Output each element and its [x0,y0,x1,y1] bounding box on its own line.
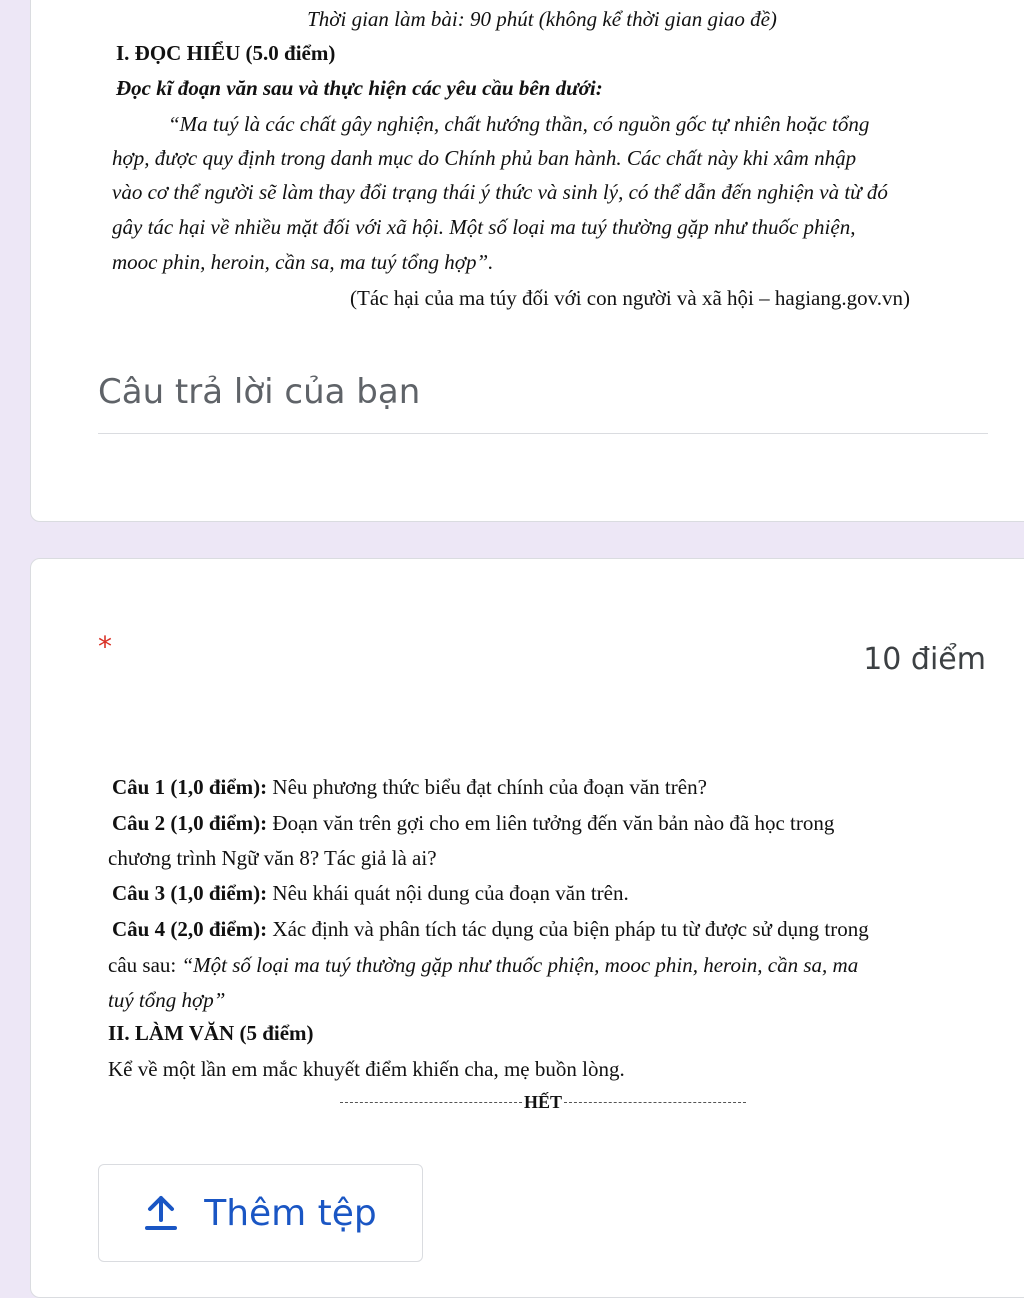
required-asterisk: * [98,630,112,663]
essay-prompt: Kể về một lần em mắc khuyết điểm khiến cha, mẹ buồn lòng. [108,1057,625,1081]
add-file-label: Thêm tệp [204,1192,377,1234]
question-2-line-2: chương trình Ngữ văn 8? Tác giả là ai? [108,846,437,870]
end-marker [340,1092,746,1113]
passage-line-2: hợp, được quy định trong danh mục do Chính phủ ban hành. Các chất này khi xâm nhập [112,146,857,170]
question-1-label: Câu 1 (1,0 điểm): [112,775,268,799]
question-4-quote: “Một số loại ma tuý thường gặp như thuốc phiện, mooc phin, heroin, cần sa, ma [181,953,859,977]
passage-line-4: gây tác hại về nhiều mặt đối với xã hội. Một số loại ma tuý thường gặp như thuốc phiện, [112,215,856,239]
question-4 [112,912,976,946]
question-3 [112,876,629,910]
exam-time-line: Thời gian làm bài: 90 phút (không kể thời gian giao đề) [307,7,777,31]
add-file-button[interactable] [98,1164,423,1262]
reading-instruction: Đọc kĩ đoạn văn sau và thực hiện các yêu cầu bên dưới: [116,76,603,100]
question-1-text: Nêu phương thức biểu đạt chính của đoạn văn trên? [267,775,707,799]
question-2 [112,806,976,840]
question-4-line-3: tuý tổng hợp” [108,988,226,1012]
upload-icon [144,1195,178,1231]
answer-input-underline[interactable] [98,433,988,434]
section2-title: II. LÀM VĂN (5 điểm) [108,1021,314,1045]
question-points: 10 điểm [863,642,986,677]
end-dash-right [564,1102,746,1103]
question-4-prefix: câu sau: [108,953,182,977]
question-3-label: Câu 3 (1,0 điểm): [112,881,268,905]
passage-line-3: vào cơ thể người sẽ làm thay đổi trạng thái ý thức và sinh lý, có thể dẫn đến nghiện và từ đó [112,180,888,204]
passage-line-1: “Ma tuý là các chất gây nghiện, chất hướng thần, có nguồn gốc tự nhiên hoặc tổng [168,112,870,136]
question-2-label: Câu 2 (1,0 điểm): [112,811,268,835]
question-1 [112,770,707,804]
section1-title: I. ĐỌC HIỂU (5.0 điểm) [116,41,336,65]
question-2-text-line-1: Đoạn văn trên gợi cho em liên tưởng đến văn bản nào đã học trong [267,811,835,835]
question-3-text: Nêu khái quát nội dung của đoạn văn trên. [267,881,629,905]
question-4-text-line-1: Xác định và phân tích tác dụng của biện pháp tu từ được sử dụng trong [267,917,869,941]
end-dash-left [340,1102,522,1103]
question-4-line-2 [108,948,858,982]
question-4-label: Câu 4 (2,0 điểm): [112,917,268,941]
passage-source: (Tác hại của ma túy đối với con người và xã hội – hagiang.gov.vn) [350,286,910,310]
passage-line-5: mooc phin, heroin, cần sa, ma tuý tổng hợp”. [112,250,494,274]
end-label: HẾT [524,1092,563,1112]
answer-heading: Câu trả lời của bạn [98,372,421,412]
